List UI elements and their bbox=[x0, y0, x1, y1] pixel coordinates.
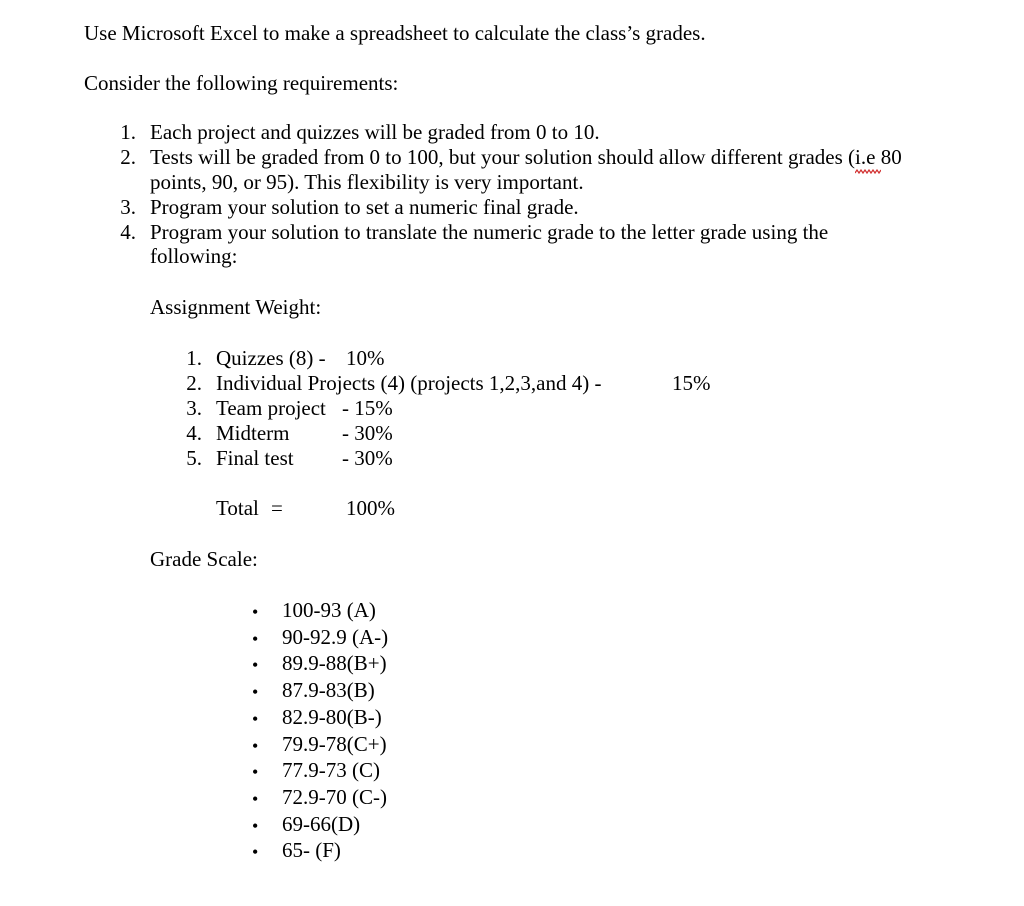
spellcheck-squiggle bbox=[855, 169, 881, 175]
list-number: 4. bbox=[186, 421, 202, 445]
grade-item: 65- (F) bbox=[282, 838, 341, 862]
list-item-text: i.e bbox=[855, 145, 876, 169]
grade-item: 100-93 (A) bbox=[282, 598, 376, 622]
bullet-icon: • bbox=[252, 655, 259, 675]
grade-scale-heading: Grade Scale: bbox=[150, 547, 258, 571]
list-item: Program your solution to translate the numeric grade to the letter grade using the bbox=[150, 220, 829, 244]
total-label: Total bbox=[216, 496, 259, 520]
grade-item: 72.9-70 (C-) bbox=[282, 785, 387, 809]
grade-item: 77.9-73 (C) bbox=[282, 758, 380, 782]
list-number: 1. bbox=[120, 120, 136, 144]
bullet-icon: • bbox=[252, 629, 259, 649]
bullet-icon: • bbox=[252, 709, 259, 729]
requirements-heading: Consider the following requirements: bbox=[84, 71, 399, 95]
list-number: 5. bbox=[186, 446, 202, 470]
total-equals: = bbox=[271, 496, 283, 520]
weight-percent: 15% bbox=[672, 371, 711, 395]
grade-item: 79.9-78(C+) bbox=[282, 732, 387, 756]
list-number: 3. bbox=[186, 396, 202, 420]
bullet-icon: • bbox=[252, 816, 259, 836]
bullet-icon: • bbox=[252, 602, 259, 622]
weight-label: Quizzes (8) - bbox=[216, 346, 326, 370]
list-number: 2. bbox=[186, 371, 202, 395]
list-item: Each project and quizzes will be graded from 0 to 10. bbox=[150, 120, 600, 144]
spellcheck-word bbox=[855, 145, 875, 169]
grade-item: 89.9-88(B+) bbox=[282, 651, 387, 675]
grade-item: 87.9-83(B) bbox=[282, 678, 375, 702]
weight-label: Final test bbox=[216, 446, 294, 470]
assignment-weight-heading: Assignment Weight: bbox=[150, 295, 322, 319]
list-item bbox=[150, 145, 902, 169]
weight-percent: - 30% bbox=[342, 421, 393, 445]
list-number: 2. bbox=[120, 145, 136, 169]
list-number: 1. bbox=[186, 346, 202, 370]
list-item: following: bbox=[150, 244, 238, 268]
list-item: points, 90, or 95). This flexibility is very important. bbox=[150, 170, 584, 194]
list-item-text: Tests will be graded from 0 to 100, but your solution should allow different grades ( bbox=[150, 145, 856, 169]
weight-percent: 10% bbox=[346, 346, 385, 370]
bullet-icon: • bbox=[252, 736, 259, 756]
grade-item: 90-92.9 (A-) bbox=[282, 625, 389, 649]
weight-percent: - 30% bbox=[342, 446, 393, 470]
bullet-icon: • bbox=[252, 762, 259, 782]
list-number: 4. bbox=[120, 220, 136, 244]
bullet-icon: • bbox=[252, 842, 259, 862]
weight-label: Midterm bbox=[216, 421, 290, 445]
grade-item: 69-66(D) bbox=[282, 812, 361, 836]
list-item: Program your solution to set a numeric final grade. bbox=[150, 195, 579, 219]
list-number: 3. bbox=[120, 195, 136, 219]
weight-percent: - 15% bbox=[342, 396, 393, 420]
weight-label: Individual Projects (4) (projects 1,2,3,and 4) - bbox=[216, 371, 602, 395]
weight-label: Team project bbox=[216, 396, 326, 420]
total-percent: 100% bbox=[346, 496, 395, 520]
bullet-icon: • bbox=[252, 789, 259, 809]
list-item-text: 80 bbox=[875, 145, 902, 169]
intro-text: Use Microsoft Excel to make a spreadsheet to calculate the class’s grades. bbox=[84, 21, 706, 45]
bullet-icon: • bbox=[252, 682, 259, 702]
grade-item: 82.9-80(B-) bbox=[282, 705, 382, 729]
